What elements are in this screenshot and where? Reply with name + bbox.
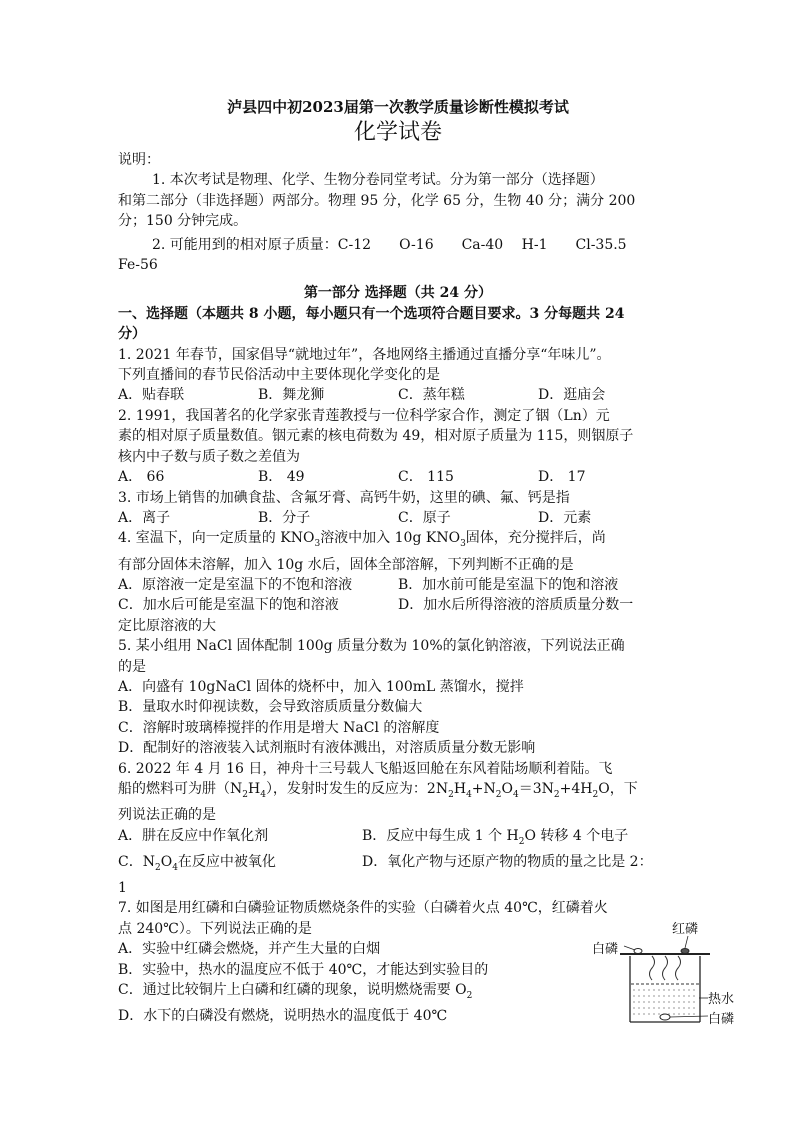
- q2-option-c: C． 115: [398, 469, 454, 486]
- q7-option-b: B．实验中，热水的温度应不低于 40℃，才能达到实验目的: [118, 961, 489, 978]
- q6-stem-part: +4H: [559, 780, 593, 797]
- q4-option-a: A．原溶液一定是室温下的不饱和溶液: [118, 576, 353, 593]
- subscript: 2: [592, 789, 599, 800]
- pointer-white-phosphorus-top: [624, 946, 635, 950]
- q6-option-c: [118, 852, 362, 878]
- instruction-2-line-1: 2. 可能用到的相对原子质量：C-12 O-16 Ca-40 H-1 Cl-35.5: [152, 236, 627, 253]
- q6-stem-line-1: 6. 2022 年 4 月 16 日，神舟十三号载人飞船返回舱在东风着陆场顺利着陆。飞: [118, 760, 613, 777]
- q6-options-row-2: [118, 852, 678, 878]
- label-white-phosphorus-bottom: 白磷: [708, 1012, 735, 1027]
- q3-option-b: B．分子: [258, 509, 311, 526]
- q4-stem-line-2: 有部分固体未溶解，加入 10g 水后，固体全部溶解，下列判断不正确的是: [118, 556, 574, 573]
- q5-stem-line-1: 5. 某小组用 NaCl 固体配制 100g 质量分数为 10%的氯化钠溶液，下列说法正确: [118, 638, 625, 655]
- q4-stem-part: 4. 室温下，向一定质量的 KNO: [118, 530, 315, 547]
- q6-option-c-part: 在反应中被氧化: [177, 853, 276, 870]
- exam-title: 泸县四中初2023届第一次教学质量诊断性模拟考试: [227, 98, 569, 116]
- q1-stem-line-2: 下列直播间的春节民俗活动中主要体现化学变化的是: [118, 367, 440, 384]
- q6-option-d-continued: 1: [118, 880, 127, 896]
- q1-stem-line-1: 1. 2021 年春节，国家倡导“就地过年”，各地网络主播通过直播分享“年味儿”。: [118, 346, 611, 363]
- q2-option-d: D． 17: [538, 469, 586, 486]
- q2-stem-line-3: 核内中子数与质子数之差值为: [118, 448, 300, 465]
- q5-option-b: B．量取水时仰视读数，会导致溶质质量分数偏大: [118, 699, 423, 716]
- subscript: 2: [553, 789, 560, 800]
- q6-option-b: [362, 826, 628, 852]
- pointer-white-phosphorus-bottom: [670, 1016, 708, 1017]
- q7-stem-line-2: 点 240℃）。下列说法正确的是: [118, 920, 312, 937]
- q1-options: [118, 385, 678, 405]
- exam-page: [118, 96, 678, 1027]
- steam-line: [676, 956, 681, 980]
- q6-option-b-part: O 转移 4 个电子: [524, 827, 629, 844]
- steam-line: [650, 956, 655, 980]
- q3-option-a: A．离子: [118, 509, 171, 526]
- q4-option-b: B．加水前可能是室温下的饱和溶液: [398, 576, 619, 593]
- q5-option-d: D．配制好的溶液装入试剂瓶时有液体溅出，对溶质质量分数无影响: [118, 740, 536, 757]
- q6-stem-part: 船的燃料可为肼（N: [118, 780, 243, 797]
- label-hot-water: 热水: [708, 992, 735, 1007]
- q1-option-d: D．逛庙会: [538, 387, 606, 404]
- q7-option-c-part: C．通过比较铜片上白磷和红磷的现象，说明燃烧需要 O: [118, 982, 467, 999]
- q4-stem-part: 固体，充分搅拌后，尚: [465, 530, 606, 547]
- q1-option-a: A．贴春联: [118, 387, 185, 404]
- subscript: 2: [466, 990, 473, 1001]
- q5-option-c: C．溶解时玻璃棒搅拌的作用是增大 NaCl 的溶解度: [118, 719, 440, 736]
- q2-option-b: B． 49: [258, 469, 305, 486]
- instructions-label: 说明：: [118, 152, 160, 168]
- q4-option-d: D．加水后所得溶液的溶质质量分数一: [398, 597, 634, 614]
- q6-option-b-part: B．反应中每生成 1 个 H: [362, 827, 519, 844]
- label-white-phosphorus-top: 白磷: [592, 942, 619, 957]
- q6-option-c-part: O: [160, 853, 173, 870]
- q1-option-c: C．蒸年糕: [398, 387, 465, 404]
- subscript: 3: [460, 539, 466, 550]
- section-heading-line-2: 分）: [118, 326, 146, 343]
- instruction-2-line-2: Fe-56: [118, 257, 158, 274]
- label-red-phosphorus: 红磷: [672, 922, 699, 937]
- q6-option-c-part: C．N: [118, 853, 155, 870]
- q6-stem-line-3: 列说法正确的是: [118, 807, 216, 824]
- subscript: 3: [314, 539, 321, 550]
- q4-stem-line-1: [118, 528, 678, 554]
- q4-options-row-1: [118, 575, 678, 595]
- q6-stem-line-2: [118, 779, 678, 805]
- q4-options-row-2: [118, 595, 678, 615]
- instruction-1-line-2: 和第二部分（非选择题）两部分。物理 95 分，化学 65 分，生物 40 分；满分 200: [118, 192, 636, 209]
- subscript: 2: [448, 789, 454, 800]
- q6-options-row-1: [118, 826, 678, 852]
- q6-stem-part: +N: [471, 780, 496, 797]
- subscript: 4: [260, 789, 266, 800]
- q2-stem-line-1: 2. 1991，我国著名的化学家张青莲教授与一位科学家合作，测定了铟（Ln）元: [118, 407, 610, 424]
- q7-option-a: A．实验中红磷会燃烧，并产生大量的白烟: [118, 941, 381, 958]
- q4-stem-part: 溶液中加入 10g KNO: [320, 530, 461, 547]
- q6-stem-part: ），发射时发生的反应为：2N: [265, 780, 449, 797]
- q3-stem: 3. 市场上销售的加碘食盐、含氟牙膏、高钙牛奶，这里的碘、氟、钙是指: [118, 489, 570, 506]
- red-phosphorus-on-plate: [681, 949, 689, 954]
- subscript: 4: [466, 789, 472, 800]
- subscript: 2: [495, 789, 502, 800]
- q3-option-d: D．元素: [538, 509, 592, 526]
- instruction-1-line-1: 1. 本次考试是物理、化学、生物分卷同堂考试。分为第一部分（选择题）: [152, 172, 604, 189]
- subscript: 2: [154, 862, 161, 873]
- white-phosphorus-on-plate: [634, 949, 642, 954]
- subscript: 2: [518, 836, 525, 847]
- subscript: 4: [513, 789, 519, 800]
- subscript: 2: [242, 789, 248, 800]
- pointer-red-phosphorus: [685, 936, 688, 948]
- q6-stem-part: ＝3N: [518, 780, 554, 797]
- q3-option-c: C．原子: [398, 509, 451, 526]
- q1-option-b: B．舞龙狮: [258, 387, 325, 404]
- q7-stem-line-1: 7. 如图是用红磷和白磷验证物质燃烧条件的实验（白磷着火点 40℃，红磷着火: [118, 900, 608, 917]
- instruction-1-line-3: 分；150 分钟完成。: [118, 213, 248, 230]
- part1-heading: 第一部分 选择题（共 24 分）: [303, 285, 493, 302]
- q2-stem-line-2: 素的相对原子质量数值。铟元素的核电荷数为 49，相对原子质量为 115，则铟原子: [118, 428, 634, 445]
- q2-options: [118, 467, 678, 487]
- q6-stem-part: H: [247, 780, 261, 797]
- section-heading-line-1: 一、选择题（本题共 8 小题，每小题只有一个选项符合题目要求。3 分每题共 24: [118, 305, 625, 322]
- q5-option-a: A．向盛有 10gNaCl 固体的烧杯中，加入 100mL 蒸馏水，搅拌: [118, 678, 524, 695]
- q6-stem-part: O: [501, 780, 513, 797]
- q6-stem-part: H: [453, 780, 467, 797]
- q3-options: [118, 508, 678, 528]
- steam-line: [663, 956, 668, 980]
- phosphorus-experiment-figure: [590, 918, 740, 1028]
- white-phosphorus-underwater: [660, 1014, 670, 1020]
- q6-option-d: D．氧化产物与还原产物的物质的量之比是 2：: [362, 853, 653, 870]
- q6-option-a: A．肼在反应中作氧化剂: [118, 827, 269, 844]
- q4-option-d-continued: 定比原溶液的大: [118, 617, 216, 634]
- q5-stem-line-2: 的是: [118, 658, 146, 675]
- subscript: 4: [172, 862, 178, 873]
- q6-stem-part: O，下: [598, 780, 638, 797]
- exam-subtitle: 化学试卷: [353, 120, 442, 145]
- q2-option-a: A． 66: [118, 469, 165, 486]
- q4-option-c: C．加水后可能是室温下的饱和溶液: [118, 597, 339, 614]
- q7-option-d: D．水下的白磷没有燃烧，说明热水的温度低于 40℃: [118, 1008, 448, 1025]
